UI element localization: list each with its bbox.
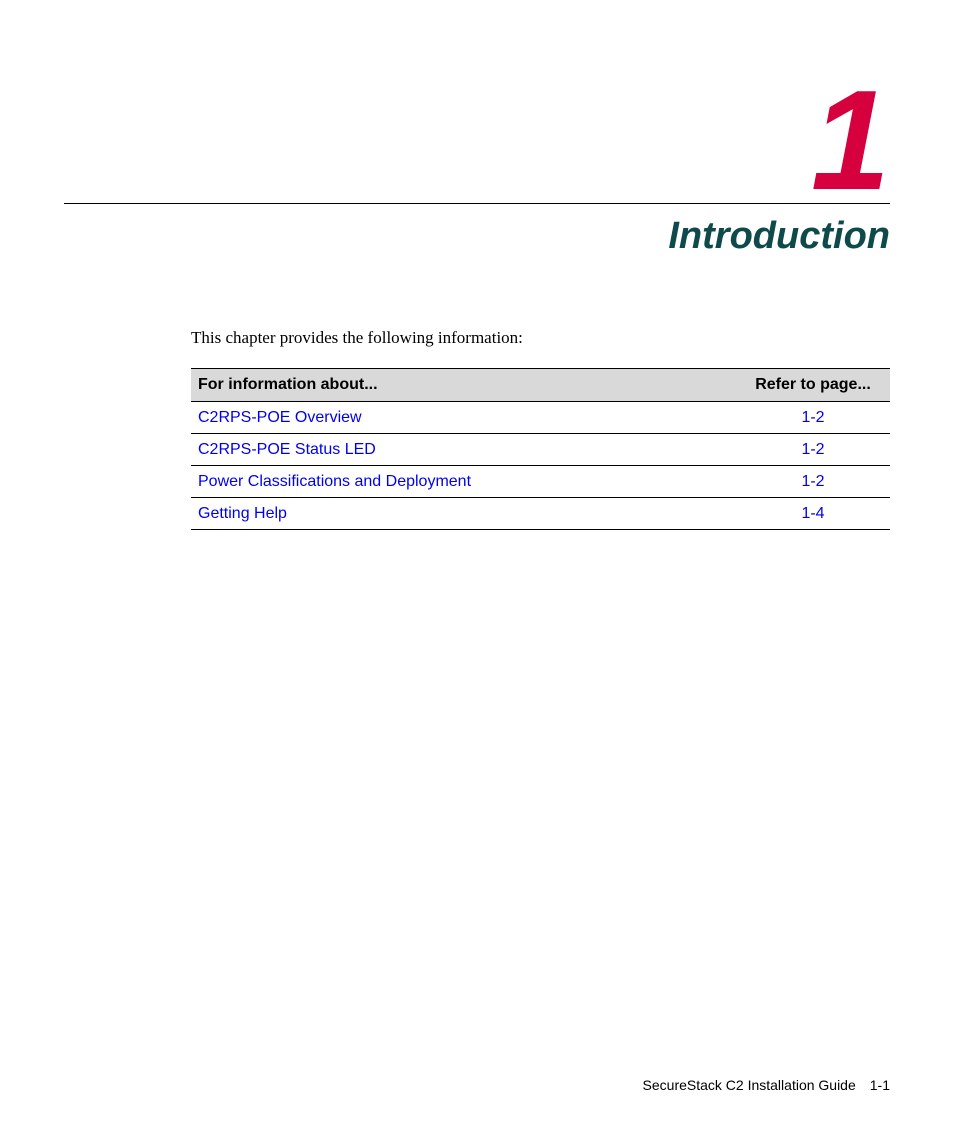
topic-link-power-classifications[interactable]: Power Classifications and Deployment [198, 472, 472, 490]
page-cell [736, 434, 890, 466]
topic-link-status-led[interactable]: C2RPS-POE Status LED [198, 440, 376, 458]
table-row [191, 498, 890, 530]
topic-cell [191, 402, 736, 434]
topic-cell [191, 434, 736, 466]
page-cell [736, 466, 890, 498]
page-link-power-classifications[interactable]: 1-2 [801, 472, 825, 490]
page-cell [736, 498, 890, 530]
page-cell [736, 402, 890, 434]
footer-page-number: 1-1 [869, 1077, 890, 1093]
table-header-row [191, 369, 890, 402]
topic-link-getting-help[interactable]: Getting Help [198, 504, 287, 522]
page-footer [643, 1076, 890, 1094]
chapter-number: 1 [811, 61, 890, 220]
page-link-status-led[interactable]: 1-2 [801, 440, 825, 458]
chapter-title: Introduction [668, 215, 890, 257]
page-link-getting-help[interactable]: 1-4 [801, 504, 825, 522]
topic-cell [191, 498, 736, 530]
topic-cell [191, 466, 736, 498]
table-row [191, 402, 890, 434]
topic-link-overview[interactable]: C2RPS-POE Overview [198, 408, 362, 426]
chapter-divider [64, 203, 890, 204]
header-page: Refer to page... [736, 369, 890, 402]
table-row [191, 434, 890, 466]
header-topic: For information about... [191, 369, 736, 402]
page-link-overview[interactable]: 1-2 [801, 408, 825, 426]
intro-paragraph: This chapter provides the following information: [191, 328, 523, 347]
contents-table [191, 368, 890, 530]
footer-guide-title: SecureStack C2 Installation Guide [642, 1077, 856, 1093]
table-row [191, 466, 890, 498]
